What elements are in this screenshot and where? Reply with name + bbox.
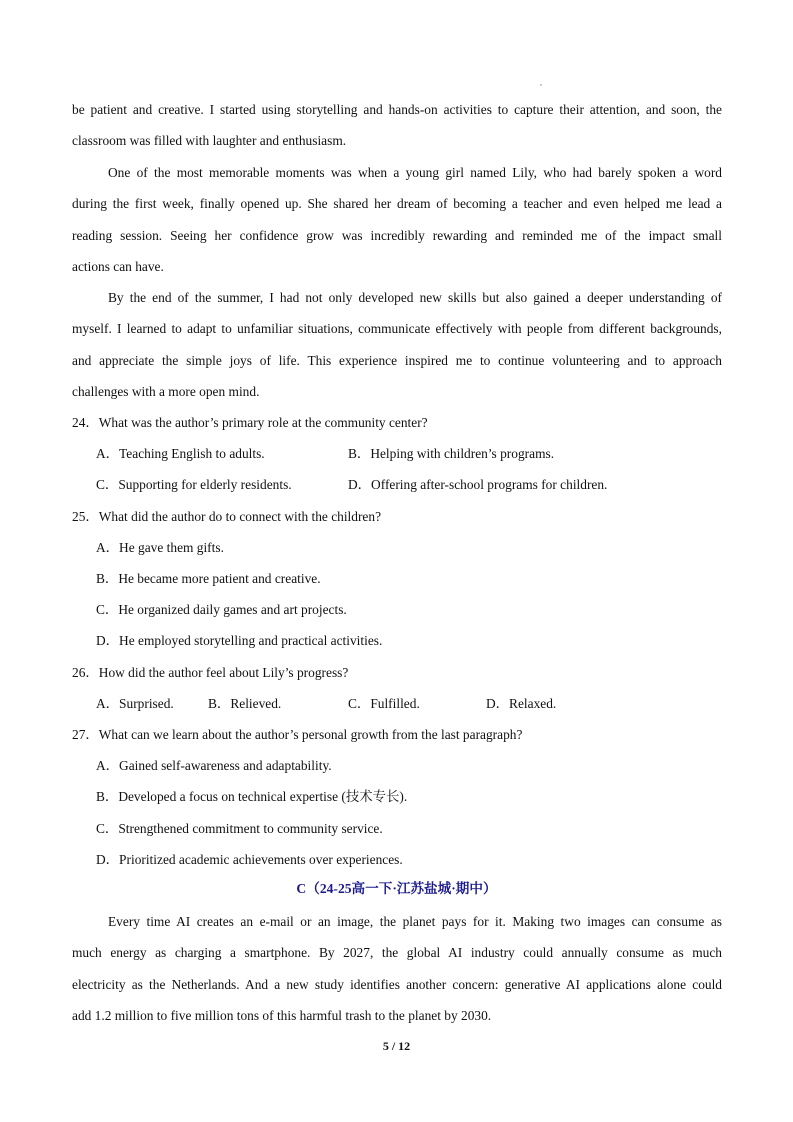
text-line: and appreciate the simple joys of life. This experience inspired me to continue volunteering and to approach bbox=[72, 352, 722, 368]
question-24-stem: 24．What was the author’s primary role at the community center? bbox=[72, 415, 428, 430]
text-line: challenges with a more open mind. bbox=[72, 383, 260, 399]
text-line: One of the most memorable moments was when a young girl named Lily, who had barely spoken a word bbox=[108, 165, 722, 180]
question-26-option-c: C．Fulfilled. bbox=[348, 696, 420, 711]
question-24-option-a: A．Teaching English to adults. bbox=[96, 446, 265, 461]
text-line: during the first week, finally opened up. She shared her dream of becoming a teacher and even helped me lead a bbox=[72, 196, 722, 212]
text-line: add 1.2 million to five million tons of this harmful trash to the planet by 2030. bbox=[72, 1007, 492, 1023]
paragraph-continuation bbox=[72, 94, 722, 157]
text-line: electricity as the Netherlands. And a new study identifies another concern: generative AI applications alone could bbox=[72, 976, 722, 992]
question-27-stem: 27．What can we learn about the author’s personal growth from the last paragraph? bbox=[72, 727, 523, 742]
paragraph-lily bbox=[72, 157, 722, 282]
question-25-stem: 25．What did the author do to connect with the children? bbox=[72, 509, 382, 524]
question-26-option-d: D．Relaxed. bbox=[486, 696, 557, 711]
text-line: classroom was filled with laughter and enthusiasm. bbox=[72, 133, 347, 149]
question-26-stem: 26．How did the author feel about Lily’s progress? bbox=[72, 665, 349, 680]
question-27-option-b: B．Developed a focus on technical expertise (技术专长). bbox=[96, 789, 408, 804]
paragraph-section-c bbox=[72, 906, 722, 1031]
question-25-option-a: A．He gave them gifts. bbox=[96, 540, 224, 555]
question-24-option-c: C．Supporting for elderly residents. bbox=[96, 477, 292, 492]
question-26-option-a: A．Surprised. bbox=[96, 696, 174, 711]
text-line: be patient and creative. I started using storytelling and hands-on activities to capture their attention, and soon, the bbox=[72, 102, 722, 117]
question-27-option-d: D．Prioritized academic achievements over experiences. bbox=[96, 852, 403, 867]
section-c-title: C（24-25高一下·江苏盐城·期中） bbox=[296, 881, 497, 896]
text-line: reading session. Seeing her confidence grow was incredibly rewarding and reminded me of the impact small bbox=[72, 227, 722, 243]
text-line: Every time AI creates an e-mail or an image, the planet pays for it. Making two images can consume as bbox=[108, 914, 722, 929]
page-number: 5 / 12 bbox=[382, 1039, 411, 1053]
question-24-option-b: B．Helping with children’s programs. bbox=[348, 446, 555, 461]
question-25-option-c: C．He organized daily games and art projects. bbox=[96, 602, 347, 617]
text-line: much energy as charging a smartphone. By 2027, the global AI industry could annually consume as much bbox=[72, 945, 722, 961]
question-25-option-b: B．He became more patient and creative. bbox=[96, 571, 321, 586]
question-24-option-d: D．Offering after-school programs for children. bbox=[348, 477, 608, 492]
text-line: By the end of the summer, I had not only developed new skills but also gained a deeper understanding of bbox=[108, 290, 722, 305]
text-line: actions can have. bbox=[72, 258, 164, 274]
scan-speck bbox=[540, 84, 542, 86]
question-26-option-b: B．Relieved. bbox=[208, 696, 282, 711]
paragraph-summer bbox=[72, 282, 722, 407]
text-line: myself. I learned to adapt to unfamiliar situations, communicate effectively with people from different backgrounds, bbox=[72, 321, 722, 337]
question-25-option-d: D．He employed storytelling and practical activities. bbox=[96, 633, 383, 648]
question-27-option-c: C．Strengthened commitment to community service. bbox=[96, 821, 383, 836]
question-27-option-a: A．Gained self-awareness and adaptability. bbox=[96, 758, 332, 773]
